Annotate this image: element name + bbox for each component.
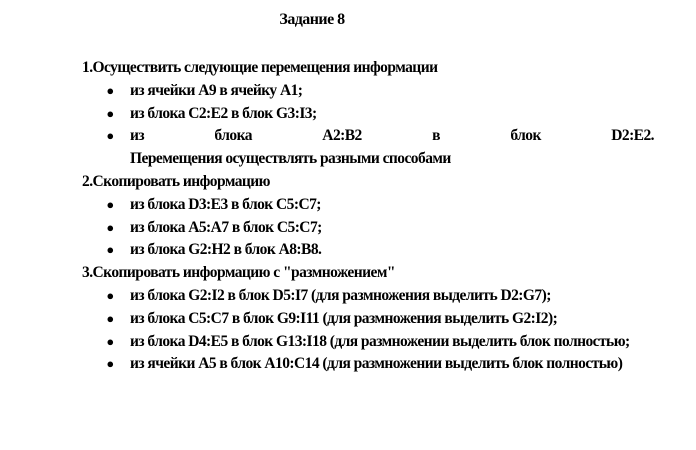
list-item-text: из блока G2:H2 в блок А8:В8. bbox=[130, 241, 322, 259]
bullet-icon: ● bbox=[106, 310, 114, 326]
list-item bbox=[82, 194, 654, 217]
section-heading-3: 3.Скопировать информацию с "размножением" bbox=[82, 264, 395, 282]
bullet-icon: ● bbox=[106, 196, 114, 212]
list-item-text: из блока С2:Е2 в блок G3:I3; bbox=[130, 104, 317, 122]
list-item-text: из блока G2:I2 в блок D5:I7 (для размножения выделить D2:G7); bbox=[130, 286, 551, 304]
list-item-text: из блока С5:С7 в блок G9:I11 (для размножения выделить G2:I2); bbox=[130, 309, 558, 327]
task-content bbox=[82, 57, 654, 376]
section-heading-2: 2.Скопировать информацию bbox=[82, 172, 270, 190]
list-item-text: из блока A2:B2 в блок D2:E2. bbox=[130, 127, 654, 145]
list-item bbox=[82, 217, 654, 240]
list-item-text: из ячейки А9 в ячейку А1; bbox=[130, 81, 303, 99]
bullet-icon: ● bbox=[106, 287, 114, 303]
list-item bbox=[82, 353, 654, 376]
list-item bbox=[82, 103, 654, 126]
list-item bbox=[82, 239, 654, 262]
list-item-text: из ячейки А5 в блок А10:С14 (для размножении выделить блок полностью) bbox=[130, 355, 623, 373]
list-item bbox=[82, 285, 654, 308]
bullet-icon: ● bbox=[106, 356, 114, 372]
section-list-3 bbox=[82, 285, 654, 376]
list-item bbox=[82, 80, 654, 103]
list-item-text: из блока D3:E3 в блок С5:С7; bbox=[130, 195, 321, 213]
list-item bbox=[82, 308, 654, 331]
bullet-icon: ● bbox=[106, 82, 114, 98]
bullet-icon: ● bbox=[106, 242, 114, 258]
bullet-icon: ● bbox=[106, 219, 114, 235]
list-item bbox=[82, 331, 654, 354]
list-item-continuation: Перемещения осуществлять разными способами bbox=[130, 150, 451, 168]
list-item bbox=[82, 125, 654, 171]
section-heading-1: 1.Осуществить следующие перемещения информации bbox=[82, 59, 438, 76]
list-item-text: из блока D4:E5 в блок G13:I18 (для размножении выделить блок полностью; bbox=[130, 332, 630, 350]
section-list-2 bbox=[82, 194, 654, 262]
bullet-icon: ● bbox=[106, 128, 114, 144]
bullet-icon: ● bbox=[106, 333, 114, 349]
bullet-icon: ● bbox=[106, 105, 114, 121]
list-item-text: из блока А5:А7 в блок С5:С7; bbox=[130, 218, 322, 236]
section-list-1 bbox=[82, 80, 654, 171]
page-title: Задание 8 bbox=[279, 11, 345, 28]
